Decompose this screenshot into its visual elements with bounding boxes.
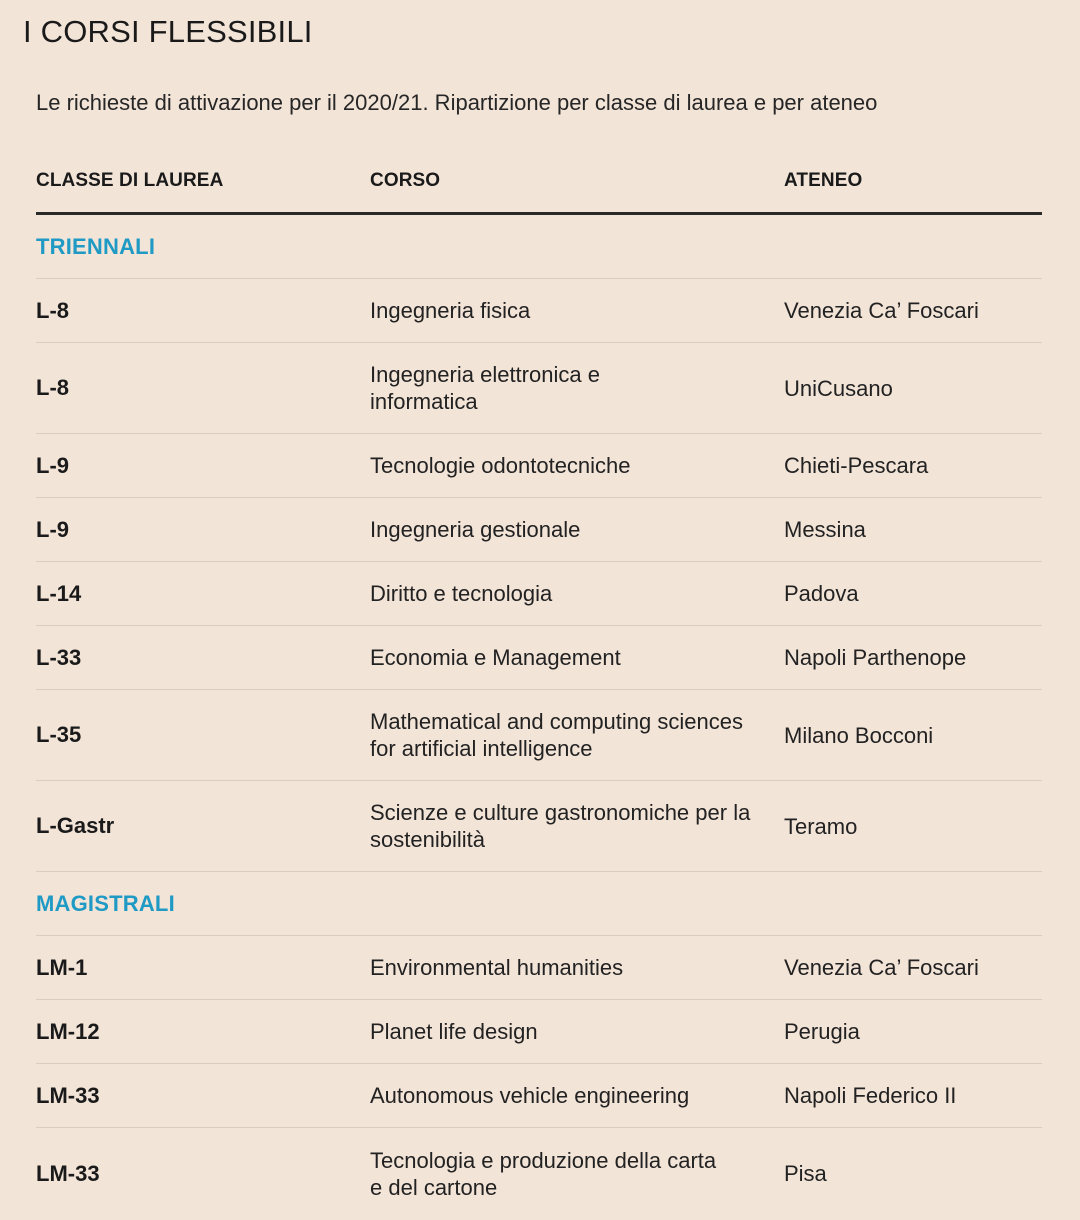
classe-cell: L-8 — [36, 375, 69, 400]
header-classe: CLASSE DI LAUREA — [36, 170, 224, 191]
corso-cell: Planet life design — [370, 1019, 538, 1044]
classe-cell: L-8 — [36, 297, 69, 323]
classe-cell: LM-1 — [36, 954, 88, 980]
header-ateneo: ATENEO — [784, 170, 863, 191]
corso-cell: Ingegneria elettronica e informatica — [370, 362, 600, 414]
classe-cell: L-35 — [36, 722, 82, 747]
section-label: TRIENNALI — [36, 233, 156, 259]
classe-cell: L-9 — [36, 516, 69, 542]
corso-cell: Autonomous vehicle engineering — [370, 1083, 690, 1108]
ateneo-cell: Teramo — [784, 813, 858, 839]
classe-cell: LM-33 — [36, 1082, 100, 1108]
table-row — [36, 1000, 1042, 1064]
classe-cell: L-Gastr — [36, 813, 115, 838]
classe-cell: L-33 — [36, 644, 82, 670]
table-row — [36, 690, 1042, 781]
ateneo-cell: Messina — [784, 517, 866, 542]
table-row — [36, 343, 1042, 434]
corso-cell: Scienze e culture gastronomiche per la sostenibilità — [370, 800, 751, 852]
corso-cell: Environmental humanities — [370, 955, 624, 980]
corso-cell: Tecnologie odontotecniche — [370, 453, 631, 478]
ateneo-cell: Chieti-Pescara — [784, 453, 929, 478]
ateneo-cell: UniCusano — [784, 375, 893, 401]
corso-cell: Tecnologia e produzione della carta e del cartone — [370, 1147, 717, 1200]
table-row — [36, 626, 1042, 690]
classe-cell: LM-12 — [36, 1018, 100, 1044]
courses-table — [36, 150, 1042, 1219]
header-corso: CORSO — [370, 170, 441, 191]
classe-cell: LM-33 — [36, 1160, 100, 1186]
table-row — [36, 434, 1042, 498]
ateneo-cell: Padova — [784, 581, 859, 606]
ateneo-cell: Venezia Ca’ Foscari — [784, 955, 979, 980]
page-subtitle: Le richieste di attivazione per il 2020/21. Ripartizione per classe di laurea e per ateneo — [36, 90, 878, 115]
corso-cell: Economia e Management — [370, 645, 621, 670]
corso-cell: Ingegneria fisica — [370, 298, 531, 323]
table-header — [36, 150, 1042, 215]
ateneo-cell: Napoli Parthenope — [784, 645, 967, 670]
corso-cell: Ingegneria gestionale — [370, 517, 581, 542]
ateneo-cell: Milano Bocconi — [784, 722, 934, 748]
table-row — [36, 279, 1042, 343]
table-row — [36, 562, 1042, 626]
ateneo-cell: Pisa — [784, 1161, 827, 1186]
table-row — [36, 498, 1042, 562]
table-row — [36, 781, 1042, 872]
corso-cell: Diritto e tecnologia — [370, 581, 553, 606]
corso-cell: Mathematical and computing sciences for artificial intelligence — [370, 709, 743, 761]
table-row — [36, 1128, 1042, 1219]
classe-cell: L-14 — [36, 580, 82, 606]
ateneo-cell: Perugia — [784, 1019, 860, 1044]
table-row — [36, 1064, 1042, 1128]
classe-cell: L-9 — [36, 452, 69, 478]
section-triennali — [36, 215, 1042, 279]
section-label: MAGISTRALI — [36, 890, 175, 916]
table-row — [36, 936, 1042, 1000]
ateneo-cell: Napoli Federico II — [784, 1083, 957, 1108]
page-title: I CORSI FLESSIBILI — [23, 14, 313, 49]
ateneo-cell: Venezia Ca’ Foscari — [784, 298, 979, 323]
section-magistrali — [36, 872, 1042, 936]
